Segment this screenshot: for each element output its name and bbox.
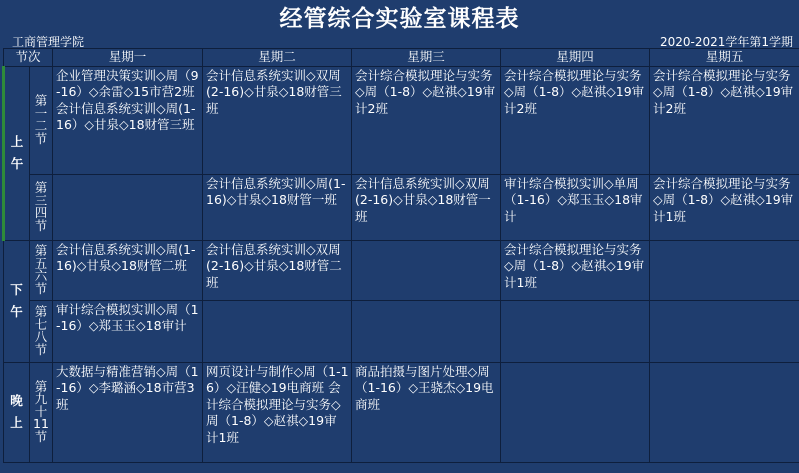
schedule-cell[interactable]: 审计综合模拟实训◇周（1-16）◇郑玉玉◇18审计: [53, 300, 203, 362]
header-day: 星期三: [352, 49, 501, 67]
schedule-cell[interactable]: [53, 174, 203, 240]
schedule-cell[interactable]: 商品拍摄与图片处理◇周（1-16）◇王骁杰◇19电商班: [352, 362, 501, 462]
slot-label: 第 五 六 节: [30, 240, 53, 300]
slot-label: 第 一 二 节: [30, 66, 53, 174]
schedule-cell[interactable]: 会计信息系统实训◇周(1-16)◇甘泉◇18财管二班: [53, 240, 203, 300]
college-label: 工商管理学院: [12, 35, 85, 49]
header-day: 星期二: [203, 49, 352, 67]
schedule-cell[interactable]: 会计信息系统实训◇周(1-16)◇甘泉◇18财管一班: [203, 174, 352, 240]
semester-label: 2020-2021学年第1学期: [659, 35, 793, 49]
table-row: [4, 174, 799, 240]
table-row: [4, 362, 799, 462]
schedule-cell[interactable]: 会计综合模拟理论与实务◇周（1-8）◇赵祺◇19审计2班: [352, 66, 501, 174]
schedule-cell[interactable]: 会计综合模拟理论与实务◇周（1-8）◇赵祺◇19审计2班: [501, 66, 650, 174]
schedule-cell[interactable]: 会计综合模拟理论与实务◇周（1-8）◇赵祺◇19审计2班: [650, 66, 799, 174]
schedule-cell[interactable]: [650, 362, 799, 462]
schedule-cell[interactable]: 会计信息系统实训◇双周(2-16)◇甘泉◇18财管三班: [203, 66, 352, 174]
header-row: [4, 49, 799, 67]
schedule-cell[interactable]: 会计信息系统实训◇双周(2-16)◇甘泉◇18财管一班: [352, 174, 501, 240]
period-evening: 晚 上: [4, 362, 30, 462]
schedule-cell[interactable]: 大数据与精准营销◇周（1-16）◇李璐涵◇18市营3班: [53, 362, 203, 462]
header-day: 星期四: [501, 49, 650, 67]
header-day: 星期五: [650, 49, 799, 67]
table-row: [4, 240, 799, 300]
schedule-cell[interactable]: [501, 362, 650, 462]
schedule-cell[interactable]: 企业管理决策实训◇周（9-16）◇余雷◇15市营2班 会计信息系统实训◇周(1-16）◇甘泉◇18财管三班: [53, 66, 203, 174]
schedule-cell[interactable]: [352, 300, 501, 362]
slot-label: 第 三 四 节: [30, 174, 53, 240]
schedule-cell[interactable]: 会计信息系统实训◇双周(2-16)◇甘泉◇18财管二班: [203, 240, 352, 300]
schedule-cell[interactable]: 会计综合模拟理论与实务◇周（1-8）◇赵祺◇19审计1班: [650, 174, 799, 240]
period-morning: 上 午: [4, 66, 30, 240]
slot-label: 第 九 十 11 节: [30, 362, 53, 462]
slot-label: 第 七 八 节: [30, 300, 53, 362]
schedule-cell[interactable]: [203, 300, 352, 362]
period-afternoon: 下 午: [4, 240, 30, 362]
schedule-cell[interactable]: 会计综合模拟理论与实务◇周（1-8）◇赵祺◇19审计1班: [501, 240, 650, 300]
schedule-cell[interactable]: [501, 300, 650, 362]
header-day: 星期一: [53, 49, 203, 67]
page-title: 经管综合实验室课程表: [279, 6, 520, 32]
schedule-cell[interactable]: 网页设计与制作◇周（1-16）◇汪健◇19电商班 会计综合模拟理论与实务◇周（1-8）◇赵祺◇19审计1班: [203, 362, 352, 462]
table-row: [4, 300, 799, 362]
schedule-cell[interactable]: [650, 240, 799, 300]
header-corner: 节次: [4, 49, 53, 67]
schedule-cell[interactable]: 审计综合模拟实训◇单周（1-16）◇郑玉玉◇18审计: [501, 174, 650, 240]
schedule-cell[interactable]: [650, 300, 799, 362]
schedule-cell[interactable]: [352, 240, 501, 300]
schedule-table: [2, 48, 799, 463]
table-row: [4, 66, 799, 174]
